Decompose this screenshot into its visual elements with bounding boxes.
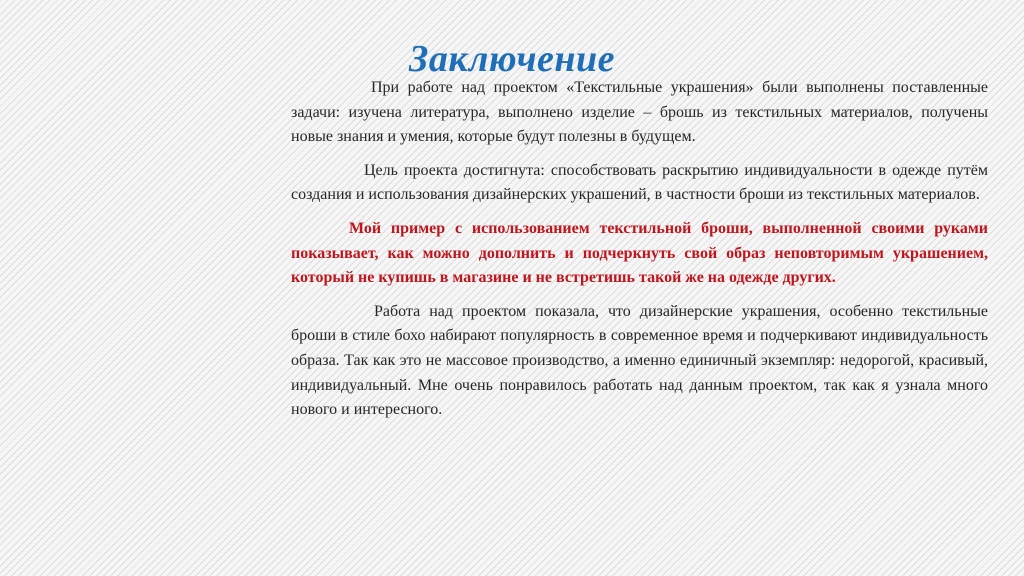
paragraph-project-results: Работа над проектом показала, что дизайнерские украшения, особенно текстильные броши в стиле бохо набирают популярность в современное время и подчеркивают индивидуальность образа. Так как это не массовое производство, а именно единичный экземпляр: недорогой, красивый, индивидуальный. Мне очень понравилось работать над данным проектом, так как я узнала много нового и интересного. xyxy=(291,302,988,419)
slide-title: Заключение xyxy=(408,38,615,81)
paragraph-project-goal: Цель проекта достигнута: способствовать раскрытию индивидуальности в одежде путём создания и использования дизайнерских украшений, в частности броши из текстильных материалов. xyxy=(291,161,988,204)
paragraph-highlighted-example: Мой пример с использованием текстильной броши, выполненной своими руками показывает, как можно дополнить и подчеркнуть свой образ неповторимым украшением, который не купишь в магазине и не встретишь такой же на одежде других. xyxy=(291,219,988,287)
conclusion-text xyxy=(291,76,988,432)
paragraph-tasks-completed: При работе над проектом «Текстильные украшения» были выполнены поставленные задачи: изучена литература, выполнено изделие – брошь из текстильных материалов, получены новые знания и умения, которые будут полезны в будущем. xyxy=(291,79,988,146)
